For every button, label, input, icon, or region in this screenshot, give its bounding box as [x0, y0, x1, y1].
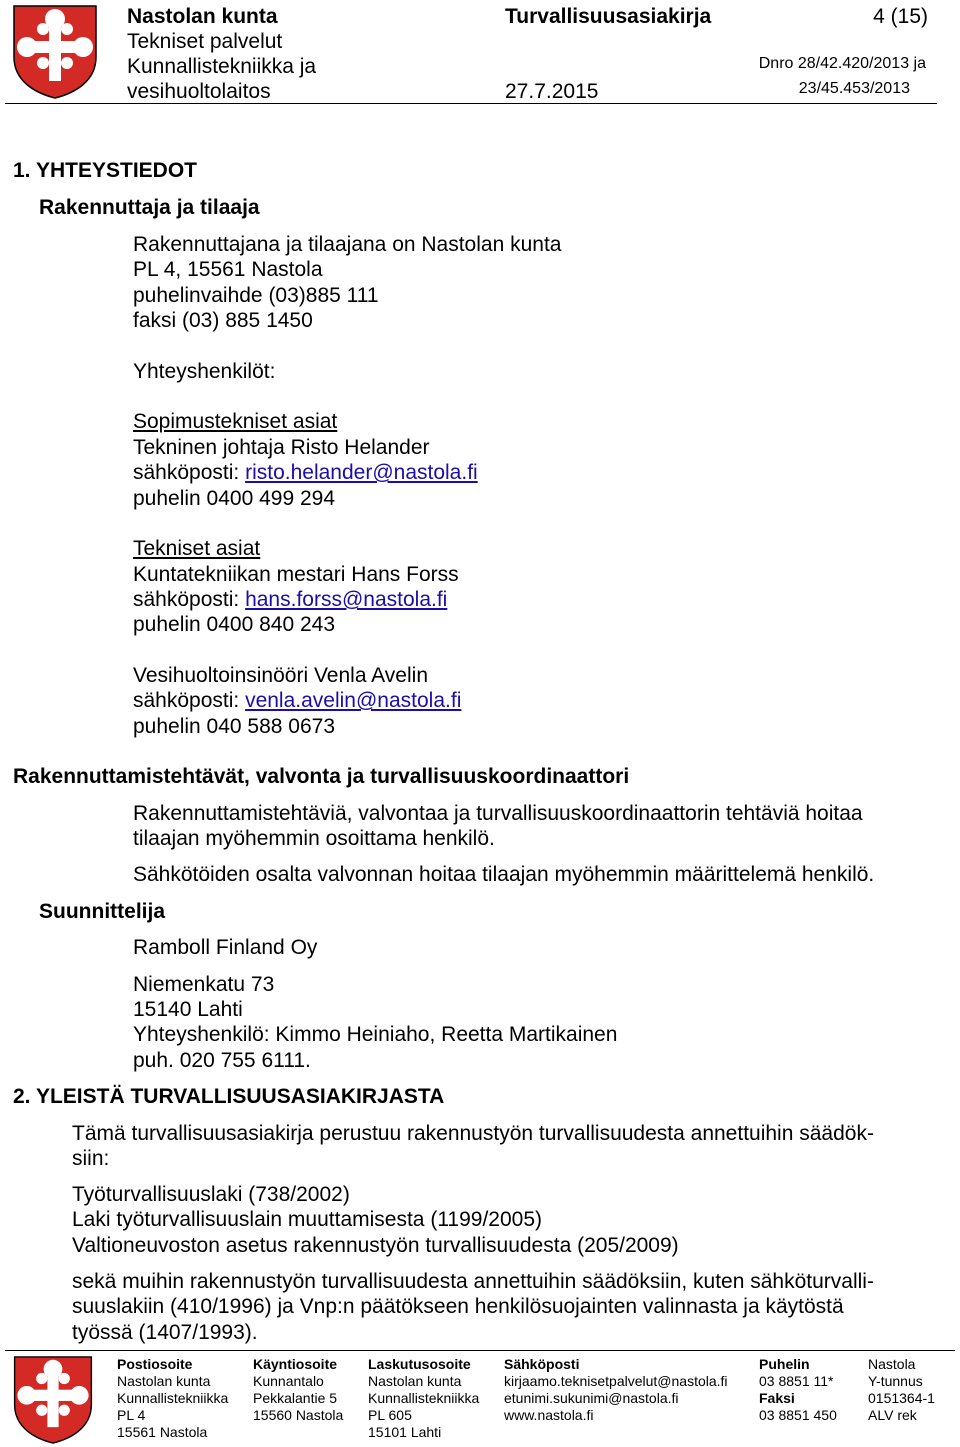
contract-person: Tekninen johtaja Risto Helander	[133, 436, 430, 459]
dnro-line2: 23/45.453/2013	[798, 80, 910, 97]
section2-outro-line: työssä (1407/1993).	[72, 1321, 258, 1344]
footer-email	[504, 1356, 728, 1424]
contacts-label: Yhteyshenkilöt:	[133, 360, 276, 383]
email-label: sähköposti:	[133, 461, 246, 484]
designer-line: Yhteyshenkilö: Kimmo Heiniaho, Reetta Martikainen	[133, 1023, 618, 1046]
water-email-row	[133, 688, 461, 713]
tech-email-link[interactable]: hans.forss@nastola.fi	[245, 588, 448, 611]
footer-line: 0151364-1	[868, 1390, 935, 1406]
section2-outro-line: sekä muihin rakennustyön turvallisuudesta annettuihin säädöksiin, kuten sähköturvalli-	[72, 1270, 874, 1293]
dnro-line1: Dnro 28/42.420/2013 ja	[758, 55, 926, 72]
footer-fax: 03 8851 450	[759, 1407, 837, 1423]
footer-postal-address	[117, 1356, 228, 1441]
footer-col-title: Laskutusosoite	[368, 1356, 471, 1372]
document-date: 27.7.2015	[505, 80, 599, 103]
supervision-line: Rakennuttamistehtäviä, valvontaa ja turvallisuuskoordinaattorin tehtäviä hoitaa	[133, 802, 863, 825]
footer-col-title: Faksi	[759, 1390, 795, 1406]
header-divider	[5, 103, 937, 104]
builder-line: puhelinvaihde (03)885 111	[133, 284, 379, 307]
footer-line: 15561 Nastola	[117, 1424, 208, 1440]
section1-heading: 1. YHTEYSTIEDOT	[13, 159, 197, 182]
builder-line: PL 4, 15561 Nastola	[133, 258, 323, 281]
footer-line: PL 605	[368, 1407, 412, 1423]
footer-col-title: Postiosoite	[117, 1356, 193, 1372]
footer-line: 15560 Nastola	[253, 1407, 344, 1423]
supervision-line: tilaajan myöhemmin osoittama henkilö.	[133, 827, 495, 850]
nastola-coat-of-arms-icon	[13, 1356, 93, 1444]
footer-line: Kunnantalo	[253, 1373, 324, 1389]
footer-line: Kunnallistekniikka	[368, 1390, 480, 1406]
builder-line: Rakennuttajana ja tilaajana on Nastolan kunta	[133, 233, 562, 256]
document-title: Turvallisuusasiakirja	[505, 5, 712, 28]
footer-billing-address	[368, 1356, 479, 1441]
law-item: Työturvallisuuslaki (738/2002)	[72, 1183, 350, 1206]
header-org: Nastolan kunta	[127, 5, 278, 28]
designer-line: 15140 Lahti	[133, 998, 243, 1021]
electric-supervision-line: Sähkötöiden osalta valvonnan hoitaa tilaajan myöhemmin määrittelemä henkilö.	[133, 863, 875, 886]
footer-col-title: Käyntiosoite	[253, 1356, 338, 1372]
builder-line: faksi (03) 885 1450	[133, 309, 313, 332]
footer-line: Kunnallistekniikka	[117, 1390, 229, 1406]
subheading-builder: Rakennuttaja ja tilaaja	[39, 196, 260, 219]
designer-line: Niemenkatu 73	[133, 973, 275, 996]
contract-phone: puhelin 0400 499 294	[133, 487, 336, 510]
footer-line: Y-tunnus	[868, 1373, 923, 1389]
subheading-designer: Suunnittelija	[39, 900, 165, 923]
footer-line: Pekkalantie 5	[253, 1390, 338, 1406]
footer-line: Nastolan kunta	[117, 1373, 211, 1389]
header-unit-line1: Kunnallistekniikka ja	[127, 55, 317, 78]
header-unit-line2: vesihuoltolaitos	[127, 80, 271, 103]
page-number: 4 (15)	[873, 5, 928, 28]
section2-heading: 2. YLEISTÄ TURVALLISUUSASIAKIRJASTA	[13, 1085, 445, 1108]
tech-person: Kuntatekniikan mestari Hans Forss	[133, 563, 459, 586]
section2-intro-line: siin:	[72, 1147, 110, 1170]
footer-line: PL 4	[117, 1407, 146, 1423]
footer-line: Nastolan kunta	[368, 1373, 462, 1389]
water-phone: puhelin 040 588 0673	[133, 715, 336, 738]
contract-heading: Sopimustekniset asiat	[133, 410, 338, 433]
contract-email-link[interactable]: risto.helander@nastola.fi	[245, 461, 478, 484]
footer-email-pattern: etunimi.sukunimi@nastola.fi	[504, 1390, 679, 1406]
footer-business-id	[868, 1356, 935, 1424]
footer-col-title: Nastola	[868, 1356, 916, 1372]
tech-email-row	[133, 587, 447, 612]
law-item: Laki työturvallisuuslain muuttamisesta (1199/2005)	[72, 1208, 543, 1231]
footer-divider	[5, 1350, 955, 1351]
footer-visiting-address	[253, 1356, 343, 1424]
subheading-supervision: Rakennuttamistehtävät, valvonta ja turvallisuuskoordinaattori	[13, 765, 630, 788]
designer-line: puh. 020 755 6111.	[133, 1049, 311, 1072]
section2-intro-line: Tämä turvallisuusasiakirja perustuu rakennustyön turvallisuudesta annettuihin säädök-	[72, 1122, 874, 1145]
footer-line: ALV rek	[868, 1407, 917, 1423]
contract-email-row	[133, 460, 478, 485]
email-label: sähköposti:	[133, 689, 246, 712]
tech-phone: puhelin 0400 840 243	[133, 613, 336, 636]
nastola-coat-of-arms-icon	[13, 5, 97, 99]
section2-outro-line: suuslakiin (410/1996) ja Vnp:n päätökseen henkilösuojainten valinnasta ja käytöstä	[72, 1295, 844, 1318]
footer-email-link[interactable]: kirjaamo.teknisetpalvelut@nastola.fi	[504, 1373, 728, 1389]
law-item: Valtioneuvoston asetus rakennustyön turvallisuudesta (205/2009)	[72, 1234, 679, 1257]
footer-col-title: Sähköposti	[504, 1356, 580, 1372]
footer-col-title: Puhelin	[759, 1356, 810, 1372]
footer-website-link[interactable]: www.nastola.fi	[504, 1407, 594, 1423]
water-email-link[interactable]: venla.avelin@nastola.fi	[245, 689, 462, 712]
email-label: sähköposti:	[133, 588, 246, 611]
footer-phone: 03 8851 11*	[759, 1373, 834, 1389]
water-person: Vesihuoltoinsinööri Venla Avelin	[133, 664, 428, 687]
tech-heading: Tekniset asiat	[133, 537, 261, 560]
footer-line: 15101 Lahti	[368, 1424, 442, 1440]
designer-name: Ramboll Finland Oy	[133, 936, 318, 959]
footer-phone-fax	[759, 1356, 837, 1424]
header-dept: Tekniset palvelut	[127, 30, 283, 53]
